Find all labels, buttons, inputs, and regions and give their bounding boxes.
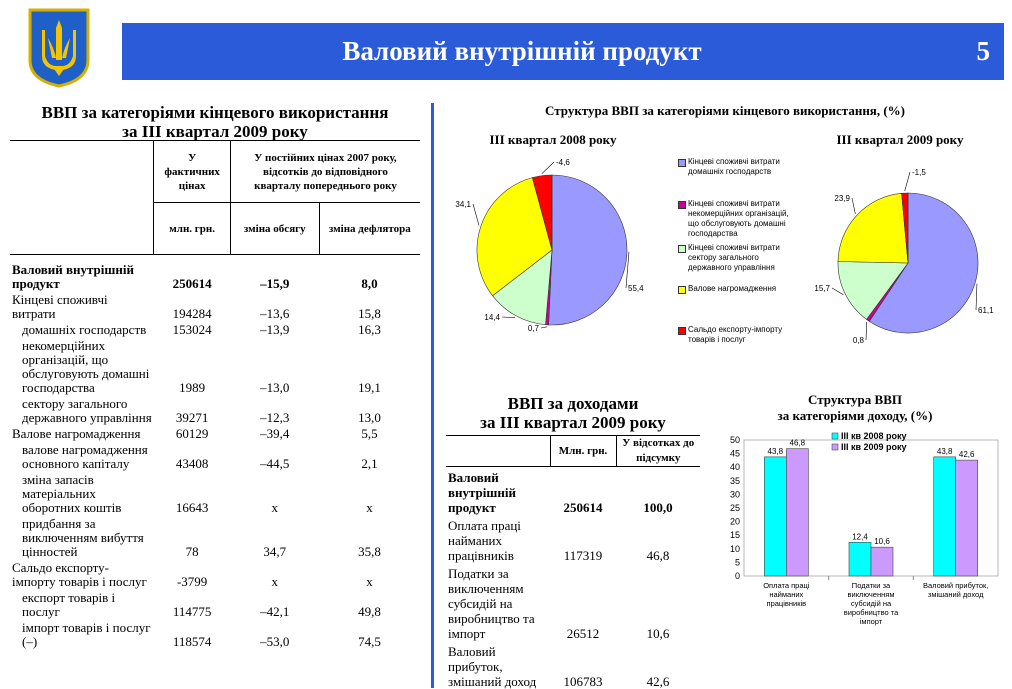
table1-row xyxy=(10,321,420,337)
table1-cell-value: 153024 xyxy=(154,321,231,337)
pie1-title: III квартал 2008 року xyxy=(468,132,638,148)
table1-cell-label: експорт товарів і послуг xyxy=(10,589,154,619)
table2-cell-pct: 42,6 xyxy=(616,641,700,689)
table1-cell-label: Кінцеві споживчі витрати xyxy=(10,291,154,321)
table1-cell-value: 250614 xyxy=(154,255,231,292)
table1-row xyxy=(10,515,420,559)
bar-data-label: 43,8 xyxy=(937,447,953,456)
bar-data-label: 10,6 xyxy=(874,537,890,546)
bar xyxy=(849,542,871,576)
table1-cell-deflator: 19,1 xyxy=(319,337,420,395)
table1-row xyxy=(10,441,420,471)
table1-title xyxy=(10,103,420,141)
legend-label: Кінцеві споживчі витрати некомерційних організацій, що обслуговують домашні господарства xyxy=(688,199,798,239)
table1-header-blank xyxy=(10,141,154,203)
table1-row xyxy=(10,471,420,515)
table1-row xyxy=(10,255,420,292)
bar-data-label: 43,8 xyxy=(768,447,784,456)
table2-title-line2: за III квартал 2009 року xyxy=(446,413,700,432)
legend-swatch xyxy=(678,286,686,294)
bar xyxy=(786,449,808,576)
table1-row xyxy=(10,337,420,395)
table1-cell-label: імпорт товарів і послуг (–) xyxy=(10,619,154,649)
pie-section-title: Структура ВВП за категоріями кінцевого використання, (%) xyxy=(445,103,1005,119)
pie-slice xyxy=(838,193,908,263)
bar-title-line2: за категоріями доходу, (%) xyxy=(720,408,990,424)
table1-cell-deflator: 2,1 xyxy=(319,441,420,471)
table1-cell-label: некомерційних організацій, що обслуговують домашні господарства xyxy=(10,337,154,395)
bar-title-line1: Структура ВВП xyxy=(720,392,990,408)
table1-cell-value: 118574 xyxy=(154,619,231,649)
y-tick-label: 25 xyxy=(730,503,740,513)
legend-label: Кінцеві споживчі витрати сектору загального державного управління xyxy=(688,243,798,273)
y-tick-label: 50 xyxy=(730,435,740,445)
table1-cell-label: Валовий внутрішній продукт xyxy=(10,255,154,292)
table2-row xyxy=(446,563,700,641)
table1-header-constant: У постійних цінах 2007 року, відсотків до відповідного кварталу попереднього року xyxy=(230,141,420,203)
bar xyxy=(871,547,893,576)
table1-row xyxy=(10,395,420,425)
title-bar xyxy=(122,23,1004,80)
slide-title: Валовий внутрішній продукт xyxy=(122,23,922,80)
table1-row xyxy=(10,559,420,589)
table1-cell-volume: –44,5 xyxy=(230,441,319,471)
table1-cell-volume: –12,3 xyxy=(230,395,319,425)
legend-label: Сальдо експорту-імпорту товарів і послуг xyxy=(688,325,798,345)
table2-header-pct: У відсотках до підсумку xyxy=(616,436,700,467)
table2-cell-value: 250614 xyxy=(550,467,616,516)
table1-cell-volume: –39,4 xyxy=(230,425,319,441)
bar-legend-label: III кв 2009 року xyxy=(841,442,907,452)
table1-cell-volume: х xyxy=(230,559,319,589)
y-tick-label: 30 xyxy=(730,489,740,499)
table1-cell-value: 78 xyxy=(154,515,231,559)
table2-cell-value: 26512 xyxy=(550,563,616,641)
table1-title-line2: за III квартал 2009 року xyxy=(10,122,420,141)
bar-data-label: 46,8 xyxy=(790,439,806,448)
ukraine-coat-of-arms-icon xyxy=(28,8,90,88)
table1-row xyxy=(10,619,420,649)
table2-cell-label: Валовий внутрішній продукт xyxy=(446,467,550,516)
table1-cell-label: зміна запасів матеріальних оборотних коштів xyxy=(10,471,154,515)
legend-swatch xyxy=(678,201,686,209)
table2-row xyxy=(446,467,700,516)
table1-cell-deflator: 74,5 xyxy=(319,619,420,649)
table1-cell-value: 43408 xyxy=(154,441,231,471)
bar-data-label: 12,4 xyxy=(852,532,868,541)
table1-cell-volume: –42,1 xyxy=(230,589,319,619)
legend-label: Валове нагромадження xyxy=(688,284,798,294)
table1-title-line1: ВВП за категоріями кінцевого використання xyxy=(10,103,420,122)
pie-leader-line xyxy=(542,162,554,174)
table2-cell-value: 117319 xyxy=(550,515,616,563)
bar xyxy=(956,460,978,576)
bar-section-title xyxy=(720,392,990,424)
table1-subheader-blank xyxy=(10,203,154,255)
table1-body xyxy=(10,255,420,650)
x-category-label: Оплата праці найманих працівників xyxy=(763,581,810,608)
legend-swatch xyxy=(678,245,686,253)
pie-leader-line xyxy=(852,198,855,214)
table1-cell-label: домашніх господарств xyxy=(10,321,154,337)
table2-header-blank xyxy=(446,436,550,467)
pie-data-label: 55,4 xyxy=(628,284,644,293)
table1-cell-deflator: 13,0 xyxy=(319,395,420,425)
table1-cell-label: сектору загального державного управління xyxy=(10,395,154,425)
table1 xyxy=(10,140,420,649)
y-tick-label: 40 xyxy=(730,462,740,472)
y-tick-label: 0 xyxy=(735,571,740,581)
pie-data-label: 0,7 xyxy=(528,324,540,333)
table1-cell-label: Сальдо експорту-імпорту товарів і послуг xyxy=(10,559,154,589)
legend-swatch xyxy=(678,327,686,335)
table2 xyxy=(446,435,700,689)
pie-leader-line xyxy=(502,317,515,318)
slide-number: 5 xyxy=(977,23,991,80)
table1-cell-volume: –15,9 xyxy=(230,255,319,292)
table1-sub-volume: зміна обсягу xyxy=(230,203,319,255)
table1-cell-deflator: 35,8 xyxy=(319,515,420,559)
table2-cell-pct: 100,0 xyxy=(616,467,700,516)
table1-cell-value: 114775 xyxy=(154,589,231,619)
table1-cell-value: -3799 xyxy=(154,559,231,589)
vertical-divider xyxy=(431,103,434,688)
table1-cell-volume: –13,6 xyxy=(230,291,319,321)
table1-cell-volume: –13,0 xyxy=(230,337,319,395)
table1-cell-label: Валове нагромадження xyxy=(10,425,154,441)
y-tick-label: 35 xyxy=(730,476,740,486)
table1-cell-deflator: х xyxy=(319,559,420,589)
bar-legend-label: III кв 2008 року xyxy=(841,431,907,441)
table1-cell-volume: –53,0 xyxy=(230,619,319,649)
table2-title-line1: ВВП за доходами xyxy=(446,394,700,413)
pie-data-label: 61,1 xyxy=(978,306,994,315)
table2-row xyxy=(446,515,700,563)
y-tick-label: 15 xyxy=(730,530,740,540)
table1-cell-label: валове нагромадження основного капіталу xyxy=(10,441,154,471)
table1-cell-volume: 34,7 xyxy=(230,515,319,559)
table2-row xyxy=(446,641,700,689)
pie-data-label: 15,7 xyxy=(814,284,830,293)
table1-cell-volume: –13,9 xyxy=(230,321,319,337)
table2-body xyxy=(446,467,700,689)
pie-leader-line xyxy=(473,204,479,225)
table1-row xyxy=(10,425,420,441)
bar-legend-swatch xyxy=(832,444,838,450)
y-tick-label: 5 xyxy=(735,557,740,567)
bar-chart xyxy=(708,428,1008,656)
pie-data-label: 14,4 xyxy=(484,313,500,322)
table1-cell-volume: х xyxy=(230,471,319,515)
table2-cell-value: 106783 xyxy=(550,641,616,689)
pie-data-label: 0,8 xyxy=(853,336,865,345)
table1-cell-deflator: 16,3 xyxy=(319,321,420,337)
legend-swatch xyxy=(678,159,686,167)
table1-cell-value: 194284 xyxy=(154,291,231,321)
table1-cell-value: 39271 xyxy=(154,395,231,425)
pie-data-label: -1,5 xyxy=(912,168,926,177)
pie-chart-2009 xyxy=(790,150,1012,345)
y-tick-label: 10 xyxy=(730,544,740,554)
bar-data-label: 42,6 xyxy=(959,450,975,459)
table1-cell-deflator: 5,5 xyxy=(319,425,420,441)
table2-cell-label: Оплата праці найманих працівників xyxy=(446,515,550,563)
pie-leader-line xyxy=(832,288,843,295)
legend-label: Кінцеві споживчі витрати домашніх господарств xyxy=(688,157,798,177)
table1-cell-deflator: 8,0 xyxy=(319,255,420,292)
pie-data-label: 34,1 xyxy=(455,200,471,209)
table1-sub-deflator: зміна дефлятора xyxy=(319,203,420,255)
bar xyxy=(764,457,786,576)
pie-data-label: -4,6 xyxy=(556,158,570,167)
table2-cell-label: Валовий прибуток, змішаний доход xyxy=(446,641,550,689)
x-category-label: Валовий прибуток, змішаний доход xyxy=(923,581,988,599)
pie-leader-line xyxy=(541,327,547,328)
pie-slice xyxy=(549,175,627,325)
pie-data-label: 23,9 xyxy=(834,194,850,203)
y-tick-label: 45 xyxy=(730,449,740,459)
pie-leader-line xyxy=(866,322,867,340)
table2-cell-label: Податки за виключенням субсидій на виробництво та імпорт xyxy=(446,563,550,641)
x-category-label: Податки за виключенням субсидій на виробництво та імпорт xyxy=(844,581,899,626)
table1-cell-value: 60129 xyxy=(154,425,231,441)
bar-legend-swatch xyxy=(832,433,838,439)
table1-header-actual: У фактичних цінах xyxy=(154,141,231,203)
table2-title xyxy=(446,394,700,432)
pie2-title: III квартал 2009 року xyxy=(815,132,985,148)
table1-row xyxy=(10,589,420,619)
table1-cell-deflator: 49,8 xyxy=(319,589,420,619)
y-tick-label: 20 xyxy=(730,517,740,527)
table2-header-mln: Млн. грн. xyxy=(550,436,616,467)
table1-sub-mln: млн. грн. xyxy=(154,203,231,255)
table1-cell-label: придбання за виключенням вибуття цінностей xyxy=(10,515,154,559)
table1-cell-value: 16643 xyxy=(154,471,231,515)
pie-leader-line xyxy=(905,172,910,191)
bar xyxy=(934,457,956,576)
table1-cell-deflator: 15,8 xyxy=(319,291,420,321)
table2-cell-pct: 10,6 xyxy=(616,563,700,641)
table1-row xyxy=(10,291,420,321)
pie-chart-2008 xyxy=(440,150,670,345)
table1-cell-deflator: х xyxy=(319,471,420,515)
table1-cell-value: 1989 xyxy=(154,337,231,395)
pie-leader-line xyxy=(976,284,977,310)
table2-cell-pct: 46,8 xyxy=(616,515,700,563)
